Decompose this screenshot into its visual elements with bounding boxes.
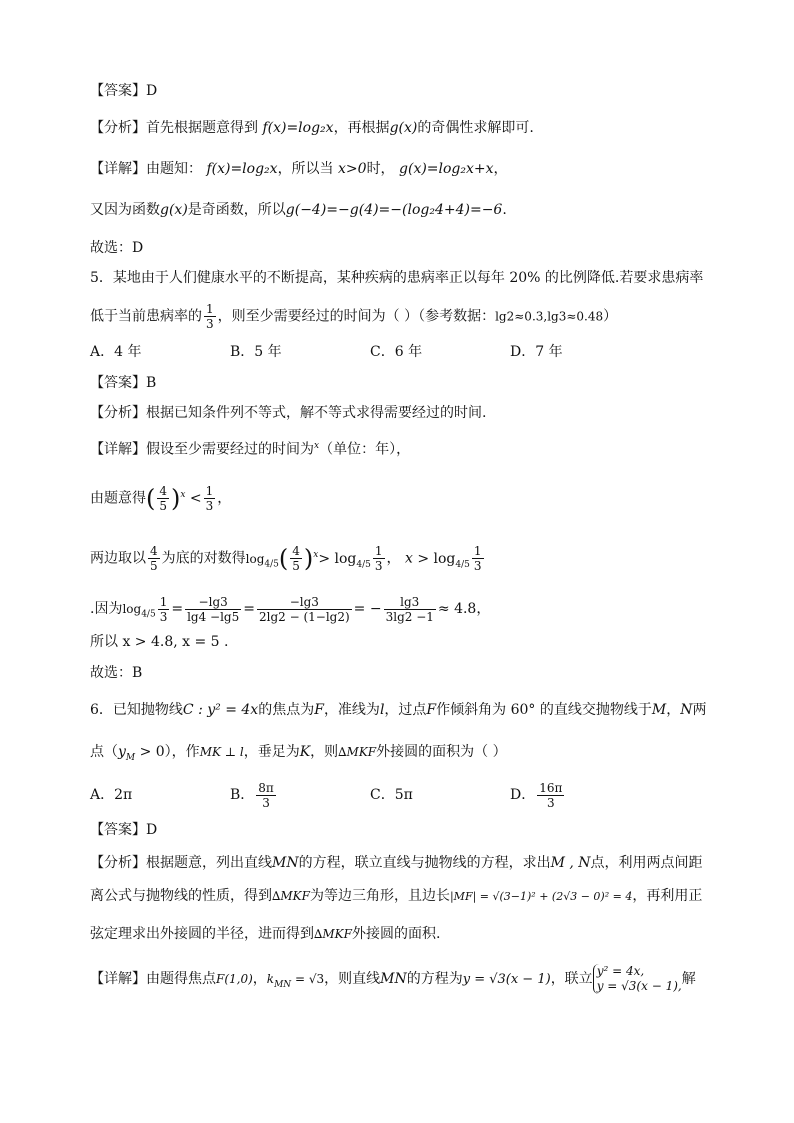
q6-slope-k: k (266, 972, 275, 986)
q6-directrix-l: l (379, 702, 385, 718)
q6-stem2-text-c: ，垂足为 (243, 744, 300, 760)
q6-cond-sub: M (125, 752, 136, 763)
q5-conclusion: 故选：B (90, 665, 143, 681)
q5-log-line: 两边取以 $\frac{4}{5}$ 为底的对数得$\log_{4/5}$( $\frac{4}{5}$ )$^x> \log_{4/5}$ $\frac{1}{3}$ ， $x > \log_{4/5}$ $\frac{1}{3}$ (90, 544, 482, 574)
q6-perpendicular: MK ⊥ l (199, 745, 244, 759)
q5-reference-data: lg2≈0.3,lg3≈0.48 (495, 309, 604, 324)
q6-option-d[interactable]: D． $\frac{16\pi}{3}$ (510, 780, 563, 810)
q4-detail-formula-f: f(x)=log₂x (206, 161, 278, 177)
q6-point-N: N (680, 702, 693, 718)
q5-stem-line-2 (90, 302, 617, 331)
q6-distance-formula: |MF| = √(3−1)² + (2√3 − 0)² = 4 (449, 890, 633, 903)
q5-compute-text-b: ， (476, 601, 491, 617)
q5-option-b[interactable]: B．5 年 (230, 344, 282, 360)
q5-result-line: 所以 x > 4.8, x = 5 . (90, 634, 229, 650)
q6-stem-line-2 (90, 742, 507, 768)
q6-triangle: ∆MKF (338, 745, 377, 759)
analysis-tag: 【分析】 (90, 405, 146, 421)
q6-detail-line: 【详解】由题得焦点F(1,0)，$k_{MN} = √3$，则直线MN的方程为y = √3(x − 1)，联立 y² = 4x, y = √3(x − 1), 解 (90, 964, 696, 993)
q5-option-c[interactable]: C．6 年 (370, 344, 423, 360)
q6-analysis-line-3: 弦定理求出外接圆的半径，进而得到∆MKF外接圆的面积. (90, 926, 441, 942)
q5-detail-variable: x (314, 441, 320, 451)
q4-detail-text-d: ， (493, 161, 508, 177)
q6-point-K: K (299, 744, 311, 760)
q6-options (90, 778, 650, 812)
q6-parabola: C : y² = 4x (182, 702, 259, 718)
q6-stem-text-b: 的焦点为 (258, 702, 315, 718)
q4-answer-line (90, 81, 157, 101)
q5-stem-line-1: 5．某地由于人们健康水平的不断提高，某种疾病的患病率正以每年 20% 的比例降低.若要求患病率 (90, 270, 704, 286)
q6-slope-value: = √3 (291, 972, 325, 986)
q6-stem-text-f: ， (666, 702, 681, 718)
q4-detail-text-c: 时， (366, 161, 395, 177)
q5-option-a[interactable]: A．4 年 (90, 344, 142, 360)
q6-cond-y: y (118, 744, 126, 760)
q6-stem-line-1 (90, 700, 706, 720)
q5-option-d[interactable]: D．7 年 (510, 344, 563, 360)
q6-focus-coord: F(1,0) (216, 972, 253, 986)
q4-analysis-text-c: 的奇偶性求解即可. (417, 120, 534, 136)
q4-line2-formula-g: g(x) (160, 202, 188, 218)
q4-detail-formula-g: g(x)=log₂x+x (399, 161, 494, 177)
q6-stem2-text-d: ，则 (310, 744, 339, 760)
q6-point-F: F (426, 702, 437, 718)
q6-answer-line (90, 820, 157, 840)
q6-equation-system: y² = 4x, y = √3(x − 1), (593, 964, 682, 994)
q4-detail-text-b: ，所以当 (277, 161, 334, 177)
q5-log-text-b: 为底的对数得 (161, 550, 246, 567)
detail-tag: 【详解】 (90, 971, 146, 987)
q4-analysis-text-b: ，再根据 (333, 120, 390, 136)
analysis-tag: 【分析】 (90, 120, 146, 136)
q4-line2-text: 又因为函数 (90, 202, 160, 218)
q4-line2-equation: g(−4)=−g(4)=−(log₂4+4)=−6 (285, 202, 503, 218)
q5-detail-text-b: （单位：年）， (319, 441, 411, 458)
q4-analysis-text: 首先根据题意得到 (146, 120, 258, 136)
q6-stem-text-c: ，准线为 (323, 702, 380, 718)
q4-analysis-formula-f: f(x)=log₂x (262, 120, 334, 136)
answer-tag: 【答案】 (90, 83, 146, 99)
q5-inequality-text: 由题意得 (90, 490, 146, 507)
q4-detail-line (90, 159, 508, 179)
q6-stem-text-g: 两 (692, 702, 707, 718)
q5-stem-text-c: ） (603, 308, 618, 325)
answer-tag: 【答案】 (90, 822, 146, 838)
q6-stem2-text: 点（ (90, 744, 118, 760)
q6-point-M: M (651, 702, 667, 718)
answer-tag: 【答案】 (90, 375, 146, 391)
q6-analysis-line-1: 【分析】根据题意，列出直线MN的方程，联立直线与抛物线的方程，求出M , N点，利用两点间距 (90, 855, 703, 871)
q5-detail-line (90, 436, 410, 460)
q5-compute-line: .因为$\log_{4/5}$ $\frac{1}{3}$ = $\frac{-\lg 3}{\lg 4 -\lg 5}$ = $\frac{-\lg 3}{2\lg 2 - (1-\lg 2)}$ = − $\frac{\lg 3}{3\lg 2 -1}$ ≈ 4.8， (90, 594, 491, 624)
q4-analysis-formula-g: g(x) (389, 120, 418, 136)
q6-points-MN: M , N (550, 855, 591, 871)
q5-answer-line (90, 373, 156, 393)
q5-log-text: 两边取以 (90, 550, 146, 567)
q4-answer: D (146, 83, 158, 99)
q4-analysis-line (90, 118, 534, 138)
q4-detail-line-2 (90, 200, 507, 220)
q6-analysis-triangle: ∆MKF (272, 889, 310, 903)
q6-focus-F: F (314, 702, 324, 718)
q6-stem-text: 6．已知抛物线 (90, 702, 183, 718)
q5-stem-text: 低于当前患病率的 (90, 308, 202, 325)
q6-analysis-line-2: 离公式与抛物线的性质，得到∆MKF为等边三角形，且边长|MF| = √(3−1)² + (2√3 − 0)² = 4，再利用正 (90, 888, 703, 904)
q6-option-a[interactable]: A．2π (90, 787, 133, 803)
q6-line-MN: MN (272, 855, 299, 871)
q4-conclusion: 故选：D (90, 240, 144, 256)
q5-options (90, 342, 650, 362)
q5-detail-text: 假设至少需要经过的时间为 (146, 441, 314, 458)
q6-stem2-text-e: 外接圆的面积为（ ） (376, 744, 507, 760)
q5-analysis-text: 根据已知条件列不等式，解不等式求得需要经过的时间. (146, 405, 487, 421)
detail-tag: 【详解】 (90, 161, 146, 177)
q5-fraction-one-third: $\frac{1}{3}$ (206, 302, 214, 331)
q5-compute-result: ≈ 4.8 (437, 601, 477, 617)
analysis-tag: 【分析】 (90, 855, 146, 871)
q6-option-c[interactable]: C．5π (370, 787, 413, 803)
q6-stem-text-d: ，过点 (384, 702, 427, 718)
q6-line-equation: y = √3(x − 1) (462, 972, 551, 987)
detail-tag: 【详解】 (90, 441, 146, 458)
q6-analysis-triangle-2: ∆MKF (314, 927, 352, 941)
q4-line2-text-c: . (502, 202, 507, 218)
q6-stem-text-e: 作倾斜角为 60° 的直线交抛物线于 (436, 702, 652, 718)
q4-detail-cond: x>0 (338, 161, 367, 177)
q6-answer: D (146, 822, 158, 838)
q5-stem-text-b: ，则至少需要经过的时间为（ ）（参考数据： (217, 308, 496, 325)
q6-stem2-text-b: > 0），作 (135, 744, 200, 760)
q5-inequality-line: 由题意得( $\frac{4}{5}$ )$^x$ < $\frac{1}{3}$ ， (90, 484, 232, 514)
q6-option-b[interactable]: B． $\frac{8\pi}{3}$ (230, 780, 274, 810)
q4-detail-text: 由题知： (146, 161, 202, 177)
q5-compute-text: .因为 (90, 601, 123, 617)
q5-analysis-line (90, 403, 486, 423)
q4-line2-text-b: 是奇函数，所以 (187, 202, 286, 218)
q5-answer: B (146, 375, 157, 391)
